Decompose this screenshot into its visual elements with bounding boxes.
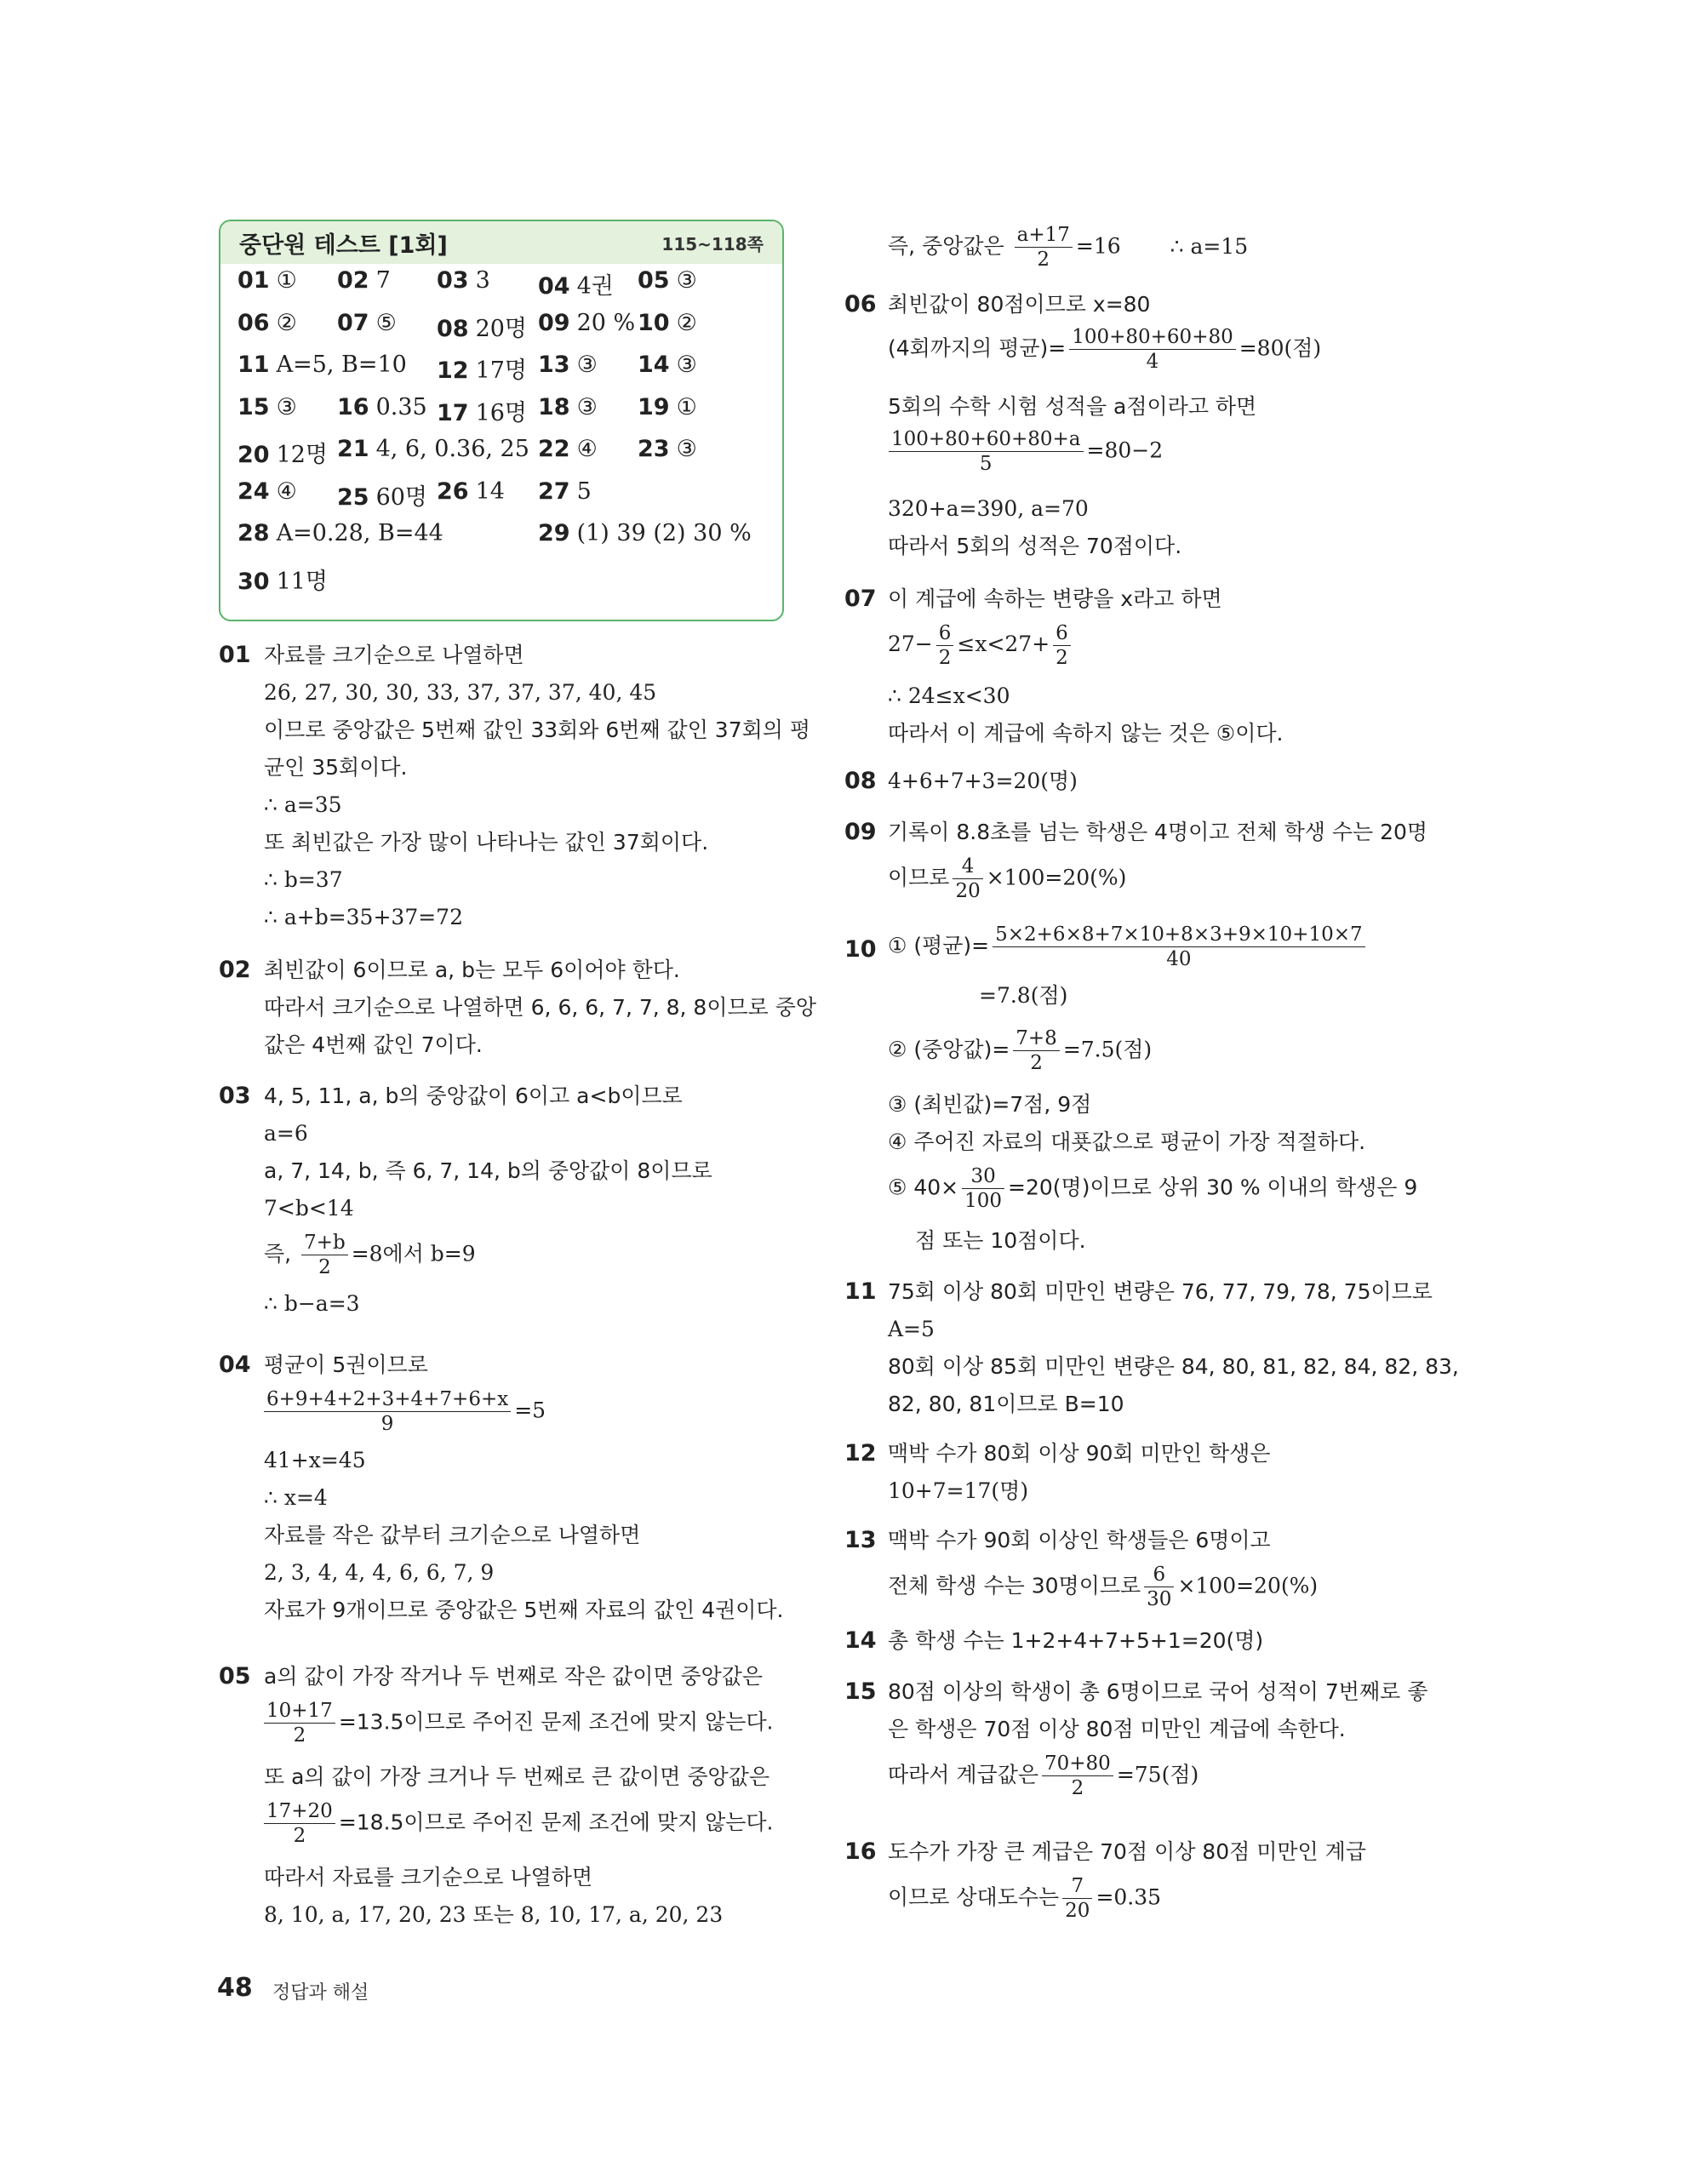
answer-item: 26 14 [437,477,505,505]
solution-line: 41+x=45 [264,1448,366,1472]
solution-line: 자료를 작은 값부터 크기순으로 나열하면 [264,1523,641,1547]
answer-item: 12 17명 [437,357,528,384]
solution-line: ∴ a=35 [264,792,342,817]
solution-line: 7<b<14 [264,1196,354,1221]
fraction: $\frac{6+9+4+2+3+4+7+6+x}{9}$ [264,1387,511,1436]
problem-number: 01 [219,642,251,668]
solution-line: 따라서 계급값은 $\frac{70+80}{2}$ =75(점) [888,1752,1199,1799]
solution-line: $\frac{17+20}{2}$ =18.5이므로 주어진 문제 조건에 맞지 않는다. [260,1799,774,1848]
solution-line: 자료를 크기순으로 나열하면 [264,643,524,667]
fraction: $\frac{7+b}{2}$ [301,1231,348,1279]
solution-line: ∴ b=37 [264,867,343,892]
solution-line: 따라서 이 계급에 속하지 않는 것은 ⑤이다. [888,721,1284,746]
fraction: $\frac{10+17}{2}$ [264,1699,335,1747]
solution-line: =7.8(점) [979,983,1068,1008]
problem-number: 08 [844,768,877,794]
solution-line: 26, 27, 30, 30, 33, 37, 37, 37, 40, 45 [264,680,657,705]
solution-line: 이므로 $\frac{4}{20}$ ×100=20(%) [888,855,1127,902]
problem-number: 05 [219,1663,251,1689]
answer-item: 18 ③ [538,393,598,420]
solution-line: ⑤ 40× $\frac{30}{100}$ =20(명)이므로 상위 30 % 이내의 학생은 9 [888,1165,1418,1212]
solution-line: $\frac{100+80+60+80+a}{5}$ =80−2 [885,427,1163,476]
answer-item: 06 ② [237,309,297,336]
fraction: $\frac{6}{30}$ [1144,1563,1174,1611]
fraction: $\frac{30}{100}$ [962,1164,1004,1213]
answer-item: 22 ④ [538,436,598,462]
fraction: $\frac{5\times 2+6\times 8+7\times 10+8\times 3+9\times 10+10\times 7}{40}$ [993,923,1365,971]
problem-number: 14 [844,1627,877,1654]
fraction: $\frac{a+17}{2}$ [1015,223,1073,272]
solution-line: 기록이 8.8초를 넘는 학생은 4명이고 전체 학생 수는 20명 [888,820,1428,844]
answer-item: 14 ③ [638,352,697,378]
fraction: $\frac{70+80}{2}$ [1042,1752,1113,1800]
answer-item: 21 4, 6, 0.36, 25 [337,436,529,462]
solution-line: ∴ 24≤x<30 [888,683,1010,708]
solution-line: 따라서 5회의 성적은 70점이다. [888,534,1182,558]
footer-label: 정답과 해설 [272,1982,369,2004]
problem-number: 16 [844,1838,877,1865]
answer-item: 24 ④ [237,477,297,505]
answer-item: 10 ② [638,309,697,336]
answer-item: 27 5 [538,477,592,505]
solution-line: A=5 [888,1317,935,1341]
solution-line: 82, 80, 81이므로 B=10 [888,1392,1124,1416]
solution-line: ∴ x=4 [264,1485,328,1510]
solution-line: 점 또는 10점이다. [915,1228,1086,1253]
problem-number: 12 [844,1440,877,1466]
answer-item: 08 20명 [437,315,528,342]
solution-line: 75회 이상 80회 미만인 변량은 76, 77, 79, 78, 75이므로 [888,1279,1433,1304]
solution-line: 따라서 자료를 크기순으로 나열하면 [264,1865,593,1890]
problem-number: 15 [844,1678,877,1705]
answer-item: 02 7 [337,267,391,294]
solution-line: 최빈값이 6이므로 a, b는 모두 6이어야 한다. [264,958,680,982]
solution-line: 평균이 5권이므로 [264,1352,428,1377]
fraction: $\frac{6}{2}$ [1053,621,1071,670]
problem-number: 11 [844,1278,877,1305]
solution-line: 80점 이상의 학생이 총 6명이므로 국어 성적이 7번째로 좋 [888,1679,1428,1704]
problem-number: 13 [844,1527,877,1553]
solution-line: 즉, 중앙값은 $\frac{a+17}{2}$ =16 ∴ a=15 [888,224,1249,271]
answer-item: 29 (1) 39 (2) 30 % [538,520,752,546]
solution-line: a=6 [264,1121,308,1146]
solution-line: 10+7=17(명) [888,1478,1029,1503]
answer-box-title: 중단원 테스트 [1회] [239,232,448,259]
solution-line: 2, 3, 4, 4, 4, 6, 6, 7, 9 [264,1560,495,1585]
solution-line: $\frac{10+17}{2}$ =13.5이므로 주어진 문제 조건에 맞지 않는다. [260,1699,774,1747]
solution-line: 도수가 가장 큰 계급은 70점 이상 80점 미만인 계급 [888,1839,1366,1864]
problem-number: 10 [844,936,877,963]
solution-line: 전체 학생 수는 30명이므로 $\frac{6}{30}$ ×100=20(%) [888,1564,1319,1610]
solution-line: a의 값이 가장 작거나 두 번째로 작은 값이면 중앙값은 [264,1664,764,1689]
answer-box [219,220,784,621]
solution-line: ④ 주어진 자료의 대푯값으로 평균이 가장 적절하다. [888,1129,1366,1154]
solution-line: 최빈값이 80점이므로 x=80 [888,292,1151,317]
answer-item: 04 4권 [538,273,614,300]
solution-line: ① (평균)= $\frac{5\times 2+6\times 8+7\times 10+8\times 3+9\times 10+10\times 7}{40}$ [888,923,1369,971]
solution-line: $\frac{6+9+4+2+3+4+7+6+x}{9}$ =5 [260,1387,546,1436]
answer-item: 20 12명 [237,442,329,468]
fraction: $\frac{17+20}{2}$ [264,1799,335,1848]
problem-number: 03 [219,1083,251,1109]
answer-item: 01 ① [237,267,297,294]
solution-line: (4회까지의 평균)= $\frac{100+80+60+80}{4}$ =80(점) [888,326,1322,373]
solution-line: 320+a=390, a=70 [888,496,1089,521]
problem-number: 09 [844,819,877,845]
solution-line: a, 7, 14, b, 즉 6, 7, 14, b의 중앙값이 8이므로 [264,1158,712,1183]
answer-item: 03 3 [437,267,490,294]
answer-item: 07 ⑤ [337,309,397,336]
answer-item: 11 A=5, B=10 [237,352,407,378]
solution-line: 총 학생 수는 1+2+4+7+5+1=20(명) [888,1628,1264,1653]
answer-item: 13 ③ [538,352,598,378]
solution-line: 4, 5, 11, a, b의 중앙값이 6이고 a<b이므로 [264,1083,683,1108]
answer-item: 30 11명 [237,568,329,595]
page-number: 48 [217,1973,253,2003]
answer-item: 25 60명 [337,483,428,511]
solution-line: 이므로 상대도수는 $\frac{7}{20}$ =0.35 [888,1875,1162,1922]
problem-number: 07 [844,586,877,612]
answer-item: 28 A=0.28, B=44 [237,520,443,546]
answer-item: 19 ① [638,393,697,420]
fraction: $\frac{100+80+60+80}{4}$ [1069,325,1236,374]
answer-item: 15 ③ [237,393,297,420]
fraction: $\frac{100+80+60+80+a}{5}$ [889,427,1084,476]
answer-item: 23 ③ [638,436,697,462]
solution-line: 또 a의 값이 가장 크거나 두 번째로 큰 값이면 중앙값은 [264,1764,769,1789]
problem-number: 02 [219,957,251,983]
solution-line: 5회의 수학 시험 성적을 a점이라고 하면 [888,394,1257,419]
solution-line: 균인 35회이다. [264,755,408,780]
solution-line: 80회 이상 85회 미만인 변량은 84, 80, 81, 82, 84, 82, 83, [888,1354,1459,1379]
solution-line: 맥박 수가 80회 이상 90회 미만인 학생은 [888,1441,1271,1466]
answer-box-pages: 115~118쪽 [661,233,764,254]
solution-line: 8, 10, a, 17, 20, 23 또는 8, 10, 17, a, 20, 23 [264,1902,724,1927]
problem-number: 04 [219,1352,251,1378]
solution-line: 이 계급에 속하는 변량을 x라고 하면 [888,586,1222,611]
fraction: $\frac{4}{20}$ [953,855,982,903]
fraction: $\frac{7}{20}$ [1062,1874,1092,1923]
solution-line: ③ (최빈값)=7점, 9점 [888,1092,1092,1117]
solution-line: 값은 4번째 값인 7이다. [264,1032,483,1057]
solution-line: 4+6+7+3=20(명) [888,769,1078,793]
solution-line: ② (중앙값)= $\frac{7+8}{2}$ =7.5(점) [888,1027,1153,1074]
solution-line: 자료가 9개이므로 중앙값은 5번째 자료의 값인 4권이다. [264,1598,784,1622]
fraction: $\frac{7+8}{2}$ [1013,1026,1060,1075]
solution-line: 이므로 중앙값은 5번째 값인 33회와 6번째 값인 37회의 평 [264,718,811,742]
answer-item: 16 0.35 [337,393,427,420]
answer-box-header [220,221,782,264]
fraction: $\frac{6}{2}$ [936,621,954,670]
solution-line: 은 학생은 70점 이상 80점 미만인 계급에 속한다. [888,1717,1346,1741]
answer-item: 09 20 % [538,309,636,336]
answer-item: 05 ③ [638,267,697,294]
problem-number: 06 [844,291,877,317]
solution-line: 따라서 크기순으로 나열하면 6, 6, 6, 7, 7, 8, 8이므로 중앙 [264,995,817,1020]
solution-line: 27− $\frac{6}{2}$ ≤x<27+ $\frac{6}{2}$ [888,621,1074,670]
solution-line: ∴ b−a=3 [264,1291,360,1316]
solution-line: ∴ a+b=35+37=72 [264,905,463,929]
solution-line: 즉, $\frac{7+b}{2}$ =8에서 b=9 [264,1232,476,1278]
solution-line: 또 최빈값은 가장 많이 나타나는 값인 37회이다. [264,830,709,855]
answer-item: 17 16명 [437,399,528,426]
solution-line: 맥박 수가 90회 이상인 학생들은 6명이고 [888,1528,1271,1552]
